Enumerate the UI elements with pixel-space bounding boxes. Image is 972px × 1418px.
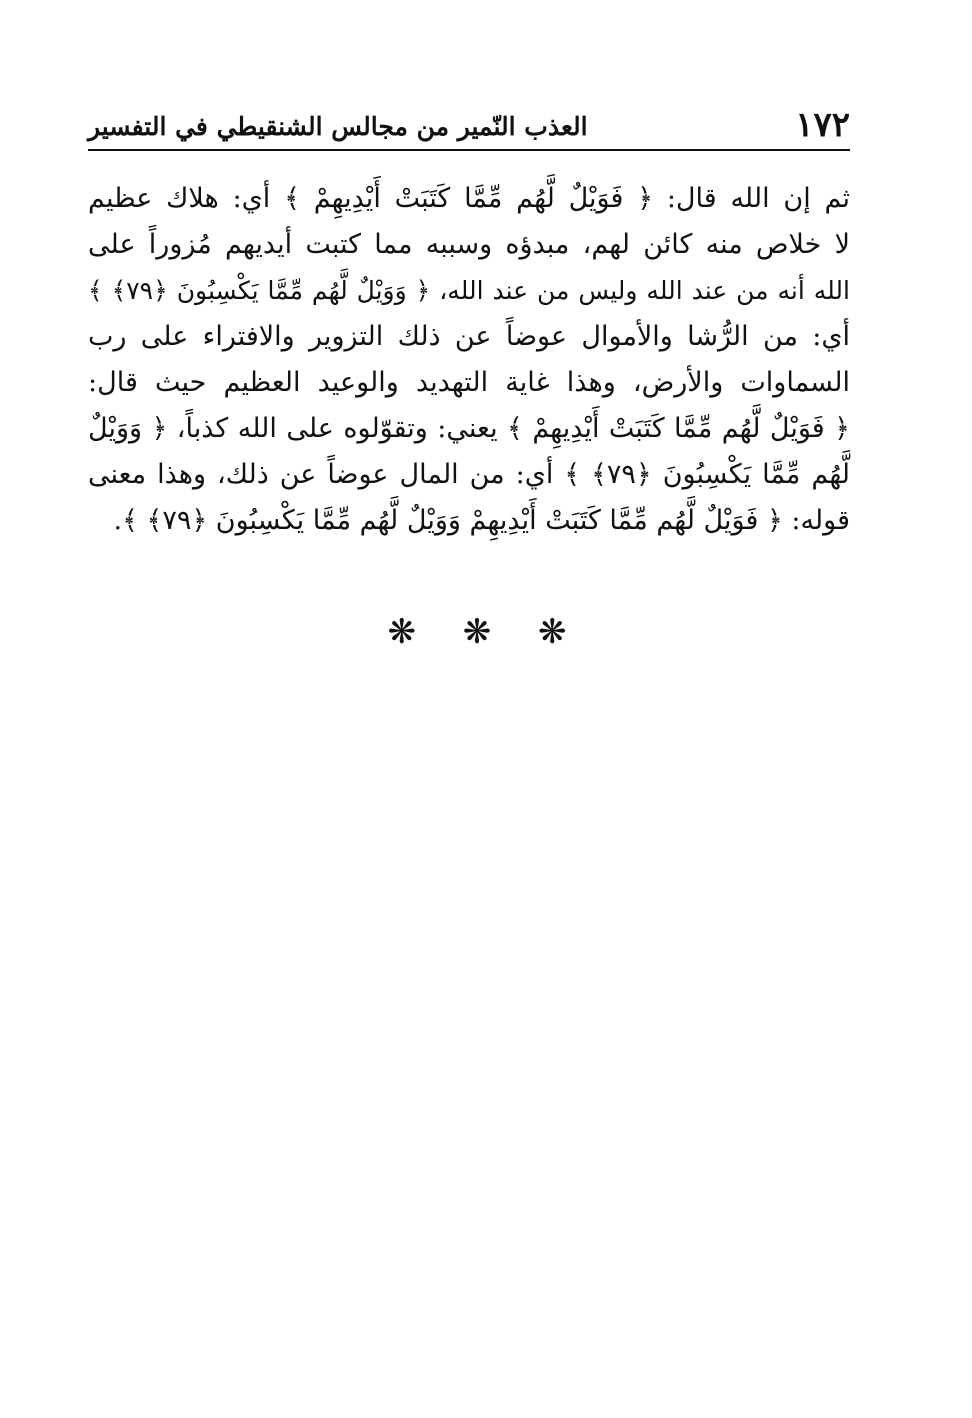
section-separator: ❋ ❋ ❋ (387, 612, 585, 652)
text-line: قوله: ﴿ فَوَيْلٌ لَّهُم مِّمَّا كَتَبَتْ أَيْدِيهِمْ وَوَيْلٌ لَّهُم مِّمَّا يَكْسِبُونَ ﴿٧٩﴾ ﴾. (113, 505, 850, 536)
text-line: ﴿ فَوَيْلٌ لَّهُم مِّمَّا كَتَبَتْ أَيْدِيهِمْ ﴾ يعني: وتقوّلوه على الله كذباً، ﴿ وَوَيْلٌ (88, 413, 850, 444)
running-title: العذب النّمير من مجالس الشنقيطي في التفسير (88, 112, 588, 141)
page-number: ١٧٢ (795, 105, 850, 145)
text-line: السماوات والأرض، وهذا غاية التهديد والوعيد العظيم حيث قال: (88, 367, 850, 398)
text-line: ثم إن الله قال: ﴿ فَوَيْلٌ لَّهُم مِّمَّا كَتَبَتْ أَيْدِيهِمْ ﴾ أي: هلاك عظيم (88, 183, 850, 214)
body-paragraph (88, 176, 850, 544)
text-line: أي: من الرُّشا والأموال عوضاً عن ذلك التزوير والافتراء على رب (88, 321, 850, 352)
page-header (88, 105, 850, 149)
header-rule (88, 149, 850, 151)
text-line: لا خلاص منه كائن لهم، مبدؤه وسببه مما كتبت أيديهم مُزوراً على (88, 229, 850, 260)
text-line: لَّهُم مِّمَّا يَكْسِبُونَ ﴿٧٩﴾ ﴾ أي: من المال عوضاً عن ذلك، وهذا معنى (88, 459, 850, 490)
text-line: الله أنه من عند الله وليس من عند الله، ﴿ وَوَيْلٌ لَّهُم مِّمَّا يَكْسِبُونَ ﴿٧٩﴾ ﴾ (88, 276, 851, 305)
